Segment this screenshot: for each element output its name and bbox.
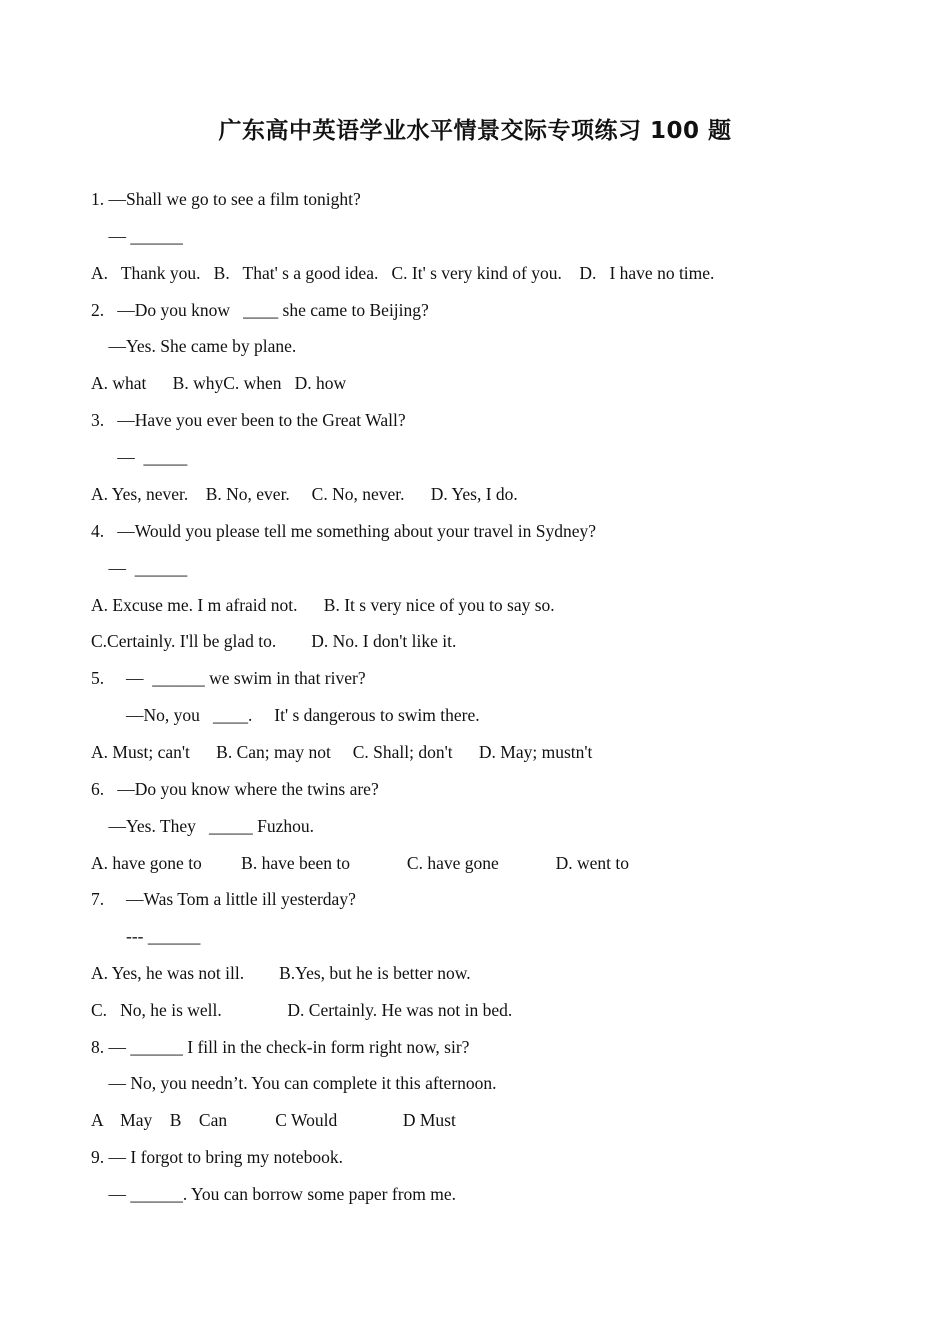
q7-options-ab: A. Yes, he was not ill. B.Yes, but he is better now.: [91, 963, 471, 983]
q3-options: A. Yes, never. B. No, ever. C. No, never. D. Yes, I do.: [91, 484, 518, 504]
q1-options: A. Thank you. B. That' s a good idea. C. It' s very kind of you. D. I have no time.: [91, 263, 715, 283]
q5-options: A. Must; can't B. Can; may not C. Shall; don't D. May; mustn't: [91, 742, 593, 762]
q6-question: 6. —Do you know where the twins are?: [91, 779, 379, 799]
q5-question: 5. — ______ we swim in that river?: [91, 668, 366, 688]
q2-question: 2. —Do you know ____ she came to Beijing?: [91, 300, 429, 320]
q1-question: 1. —Shall we go to see a film tonight?: [91, 189, 361, 209]
q7-options-cd: C. No, he is well. D. Certainly. He was not in bed.: [91, 1000, 513, 1020]
q9-question: 9. — I forgot to bring my notebook.: [91, 1147, 343, 1167]
q2-options: A. what B. whyC. when D. how: [91, 373, 347, 393]
q4-question: 4. —Would you please tell me something about your travel in Sydney?: [91, 521, 597, 541]
q6-answer: —Yes. They _____ Fuzhou.: [91, 816, 314, 836]
q8-options: A May B Can C Would D Must: [91, 1110, 456, 1130]
q3-answer-blank: — _____: [91, 447, 188, 467]
q8-question: 8. — ______ I fill in the check-in form right now, sir?: [91, 1037, 470, 1057]
q4-options-cd: C.Certainly. I'll be glad to. D. No. I don't like it.: [91, 631, 457, 651]
q6-options: A. have gone to B. have been to C. have gone D. went to: [91, 853, 630, 873]
page-title: 广东高中英语学业水平情景交际专项练习 100 题: [218, 118, 732, 144]
q9-answer: — ______. You can borrow some paper from me.: [91, 1184, 457, 1204]
q7-answer-blank: --- ______: [91, 926, 201, 946]
q2-answer: —Yes. She came by plane.: [91, 336, 297, 356]
q7-question: 7. —Was Tom a little ill yesterday?: [91, 889, 356, 909]
q3-question: 3. —Have you ever been to the Great Wall?: [91, 410, 406, 430]
q1-answer-blank: — ______: [91, 226, 183, 246]
q4-options-ab: A. Excuse me. I m afraid not. B. It s very nice of you to say so.: [91, 595, 555, 615]
q8-answer: — No, you needn’t. You can complete it this afternoon.: [91, 1073, 497, 1093]
q5-answer: —No, you ____. It' s dangerous to swim there.: [91, 705, 480, 725]
q4-answer-blank: — ______: [91, 558, 188, 578]
